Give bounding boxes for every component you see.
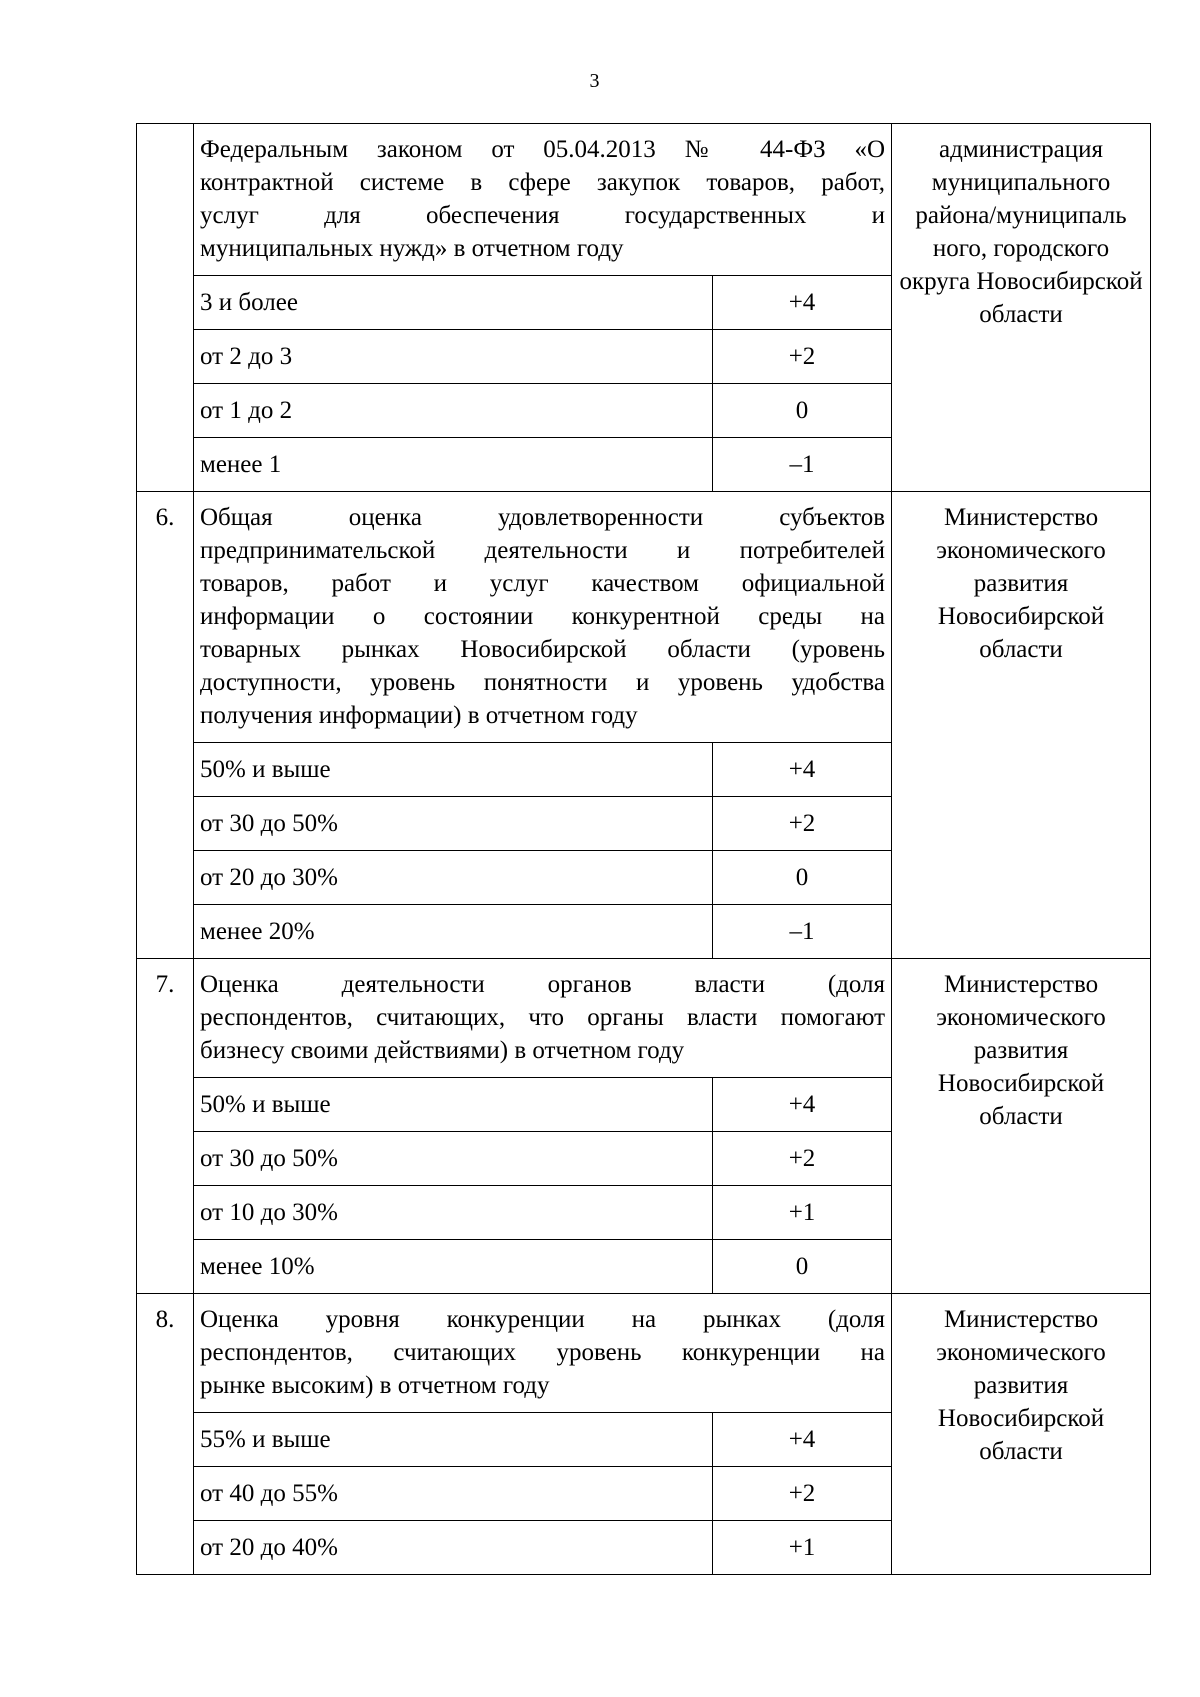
criterion-number (137, 124, 194, 492)
criterion-description (194, 959, 892, 1078)
criterion-description (194, 492, 892, 743)
responsible-body: Министерство экономического развития Новосибирской области (892, 959, 1151, 1294)
option-label: от 30 до 50% (194, 1132, 713, 1186)
option-label: менее 20% (194, 905, 713, 959)
description-line: респондентов, считающих, что органы власти помогают (200, 1004, 886, 1031)
description-line: Федеральным законом от 05.04.2013 № 44-ФЗ «О (200, 136, 886, 163)
responsible-body: Министерство экономического развития Новосибирской области (892, 492, 1151, 959)
description-line: предпринимательской деятельности и потребителей (200, 537, 886, 564)
description-line: Оценка уровня конкуренции на рынках (доля (200, 1306, 886, 1333)
description-line: доступности, уровень понятности и уровень удобства (200, 669, 886, 696)
option-score: +2 (713, 1467, 892, 1521)
option-label: 55% и выше (194, 1413, 713, 1467)
option-label: от 40 до 55% (194, 1467, 713, 1521)
criterion-description (194, 124, 892, 276)
option-label: менее 1 (194, 438, 713, 492)
option-score: +2 (713, 330, 892, 384)
option-score: 0 (713, 1240, 892, 1294)
criterion-header-row (137, 959, 1151, 1078)
criterion-header-row (137, 124, 1151, 276)
description-line: рынке высоким) в отчетном году (200, 1372, 550, 1399)
option-score: +2 (713, 797, 892, 851)
description-line: респондентов, считающих уровень конкуренции на (200, 1339, 886, 1366)
option-label: от 20 до 40% (194, 1521, 713, 1575)
page-number: 3 (589, 70, 600, 92)
option-score: +4 (713, 1413, 892, 1467)
description-line: бизнесу своими действиями) в отчетном году (200, 1037, 685, 1064)
option-label: от 30 до 50% (194, 797, 713, 851)
option-score: +2 (713, 1132, 892, 1186)
option-score: +4 (713, 276, 892, 330)
option-score: –1 (713, 438, 892, 492)
option-score: –1 (713, 905, 892, 959)
option-label: 50% и выше (194, 743, 713, 797)
description-line: Общая оценка удовлетворенности субъектов (200, 504, 886, 531)
description-line: получения информации) в отчетном году (200, 702, 638, 729)
criterion-header-row (137, 492, 1151, 743)
option-label: от 1 до 2 (194, 384, 713, 438)
criterion-number: 7. (137, 959, 194, 1294)
description-line: информации о состоянии конкурентной среды на (200, 603, 886, 630)
description-line: муниципальных нужд» в отчетном году (200, 235, 624, 262)
criterion-number: 6. (137, 492, 194, 959)
description-line: услуг для обеспечения государственных и (200, 202, 886, 229)
option-label: от 2 до 3 (194, 330, 713, 384)
description-line: контрактной системе в сфере закупок товаров, работ, (200, 169, 886, 196)
description-line: товарных рынках Новосибирской области (уровень (200, 636, 886, 663)
criterion-number: 8. (137, 1294, 194, 1575)
option-score: +4 (713, 1078, 892, 1132)
option-score: 0 (713, 384, 892, 438)
criteria-table (136, 123, 1151, 1575)
option-label: менее 10% (194, 1240, 713, 1294)
option-score: +1 (713, 1521, 892, 1575)
option-label: 3 и более (194, 276, 713, 330)
criterion-header-row (137, 1294, 1151, 1413)
description-line: товаров, работ и услуг качеством официальной (200, 570, 886, 597)
criterion-description (194, 1294, 892, 1413)
option-score: +4 (713, 743, 892, 797)
option-score: 0 (713, 851, 892, 905)
responsible-body: администрация муниципального района/муниципаль ного, городского округа Новосибирской области (892, 124, 1151, 492)
option-score: +1 (713, 1186, 892, 1240)
description-line: Оценка деятельности органов власти (доля (200, 971, 886, 998)
option-label: 50% и выше (194, 1078, 713, 1132)
responsible-body: Министерство экономического развития Новосибирской области (892, 1294, 1151, 1575)
option-label: от 10 до 30% (194, 1186, 713, 1240)
option-label: от 20 до 30% (194, 851, 713, 905)
